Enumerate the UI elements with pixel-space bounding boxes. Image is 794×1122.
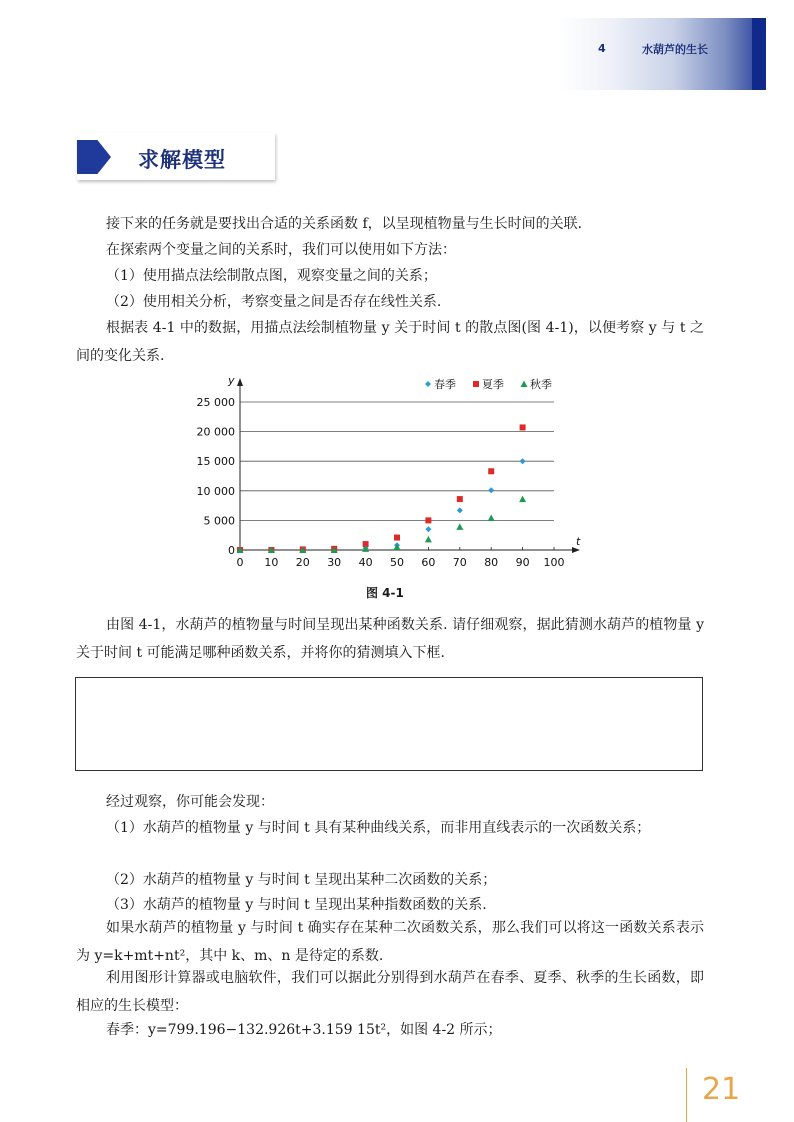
paragraph: 由图 4-1，水葫芦的植物量与时间呈现出某种函数关系. 请仔细观察，据此猜测水葫芦的植物量 y 关于时间 t 可能满足哪种函数关系，并将你的猜测填入下框. [76,617,704,661]
legend-marker-triangle [521,381,528,388]
header-color-block [752,18,766,90]
answer-box[interactable] [75,677,703,771]
paragraph: 春季：y=799.196−132.926t+3.159 15t²，如图 4-2 所示； [106,1022,502,1038]
data-point-diamond [457,507,463,513]
chapter-number: 4 [598,42,606,55]
paragraph: （3）水葫芦的植物量 y 与时间 t 呈现出某种指数函数的关系. [106,897,487,913]
x-tick-label: 60 [421,556,436,569]
y-tick-label: 20 000 [196,425,235,439]
paragraph: （2）使用相关分析，考察变量之间是否存在线性关系. [106,294,442,310]
paragraph: （1）使用描点法绘制散点图，观察变量之间的关系； [106,268,437,284]
legend-marker-square [473,381,479,387]
x-tick-label: 0 [236,556,244,569]
paragraph: 在探索两个变量之间的关系时，我们可以使用如下方法： [106,242,456,258]
y-tick-label: 0 [228,544,235,557]
data-point-triangle [456,523,463,530]
x-tick-label: 50 [390,556,404,569]
data-point-triangle [394,544,401,551]
paragraph: （1）水葫芦的植物量 y 与时间 t 具有某种曲线关系，而非用直线表示的一次函数关系； [106,820,651,836]
x-tick-label: 10 [264,556,279,569]
y-tick-label: 10 000 [196,484,235,498]
x-axis-label: t [576,535,581,548]
y-tick-label: 25 000 [196,396,235,409]
data-point-triangle [519,496,526,503]
paragraph: 利用图形计算器或电脑软件，我们可以据此分别得到水葫芦在春季、夏季、秋季的生长函数，即相应的生长模型： [76,970,704,1014]
y-tick-label: 15 000 [196,455,235,469]
data-point-square [394,535,400,541]
chapter-title: 水葫芦的生长 [642,43,708,56]
legend-label: 春季 [434,378,456,391]
data-point-square [457,496,463,502]
x-tick-label: 30 [327,556,342,569]
x-tick-label: 100 [543,556,565,569]
paragraph: （2）水葫芦的植物量 y 与时间 t 呈现出某种二次函数的关系； [106,872,497,888]
legend-label: 秋季 [530,378,552,391]
x-tick-label: 80 [484,556,499,569]
y-tick-label: 5 000 [203,514,235,528]
data-point-diamond [488,487,494,493]
data-point-diamond [425,526,431,532]
x-tick-label: 90 [515,556,530,569]
paragraph: 根据表 4-1 中的数据，用描点法绘制植物量 y 关于时间 t 的散点图(图 4-1)，以便考察 y 与 t 之间的变化关系. [76,320,704,364]
x-tick-label: 40 [358,556,373,569]
figure-caption: 图 4-1 [366,586,404,600]
footer-divider [686,1068,687,1122]
data-point-square [488,468,494,474]
data-point-triangle [488,515,495,522]
data-point-diamond [520,458,526,464]
legend-marker-diamond [425,381,431,387]
scatter-chart [180,370,600,575]
data-point-square [425,517,431,523]
x-tick-label: 20 [295,556,310,569]
section-title: 求解模型 [138,148,226,172]
paragraph: 接下来的任务就是要找出合适的关系函数 f，以呈现植物量与生长时间的关联. [106,216,583,232]
x-tick-label: 70 [452,556,467,569]
data-point-triangle [425,536,432,543]
paragraph: 经过观察，你可能会发现： [106,794,274,810]
y-axis-arrow-icon [237,378,243,386]
y-axis-label: y [228,374,235,387]
legend-label: 夏季 [482,378,504,391]
paragraph: 如果水葫芦的植物量 y 与时间 t 确实存在某种二次函数关系，那么我们可以将这一函数关系表示为 y=k+mt+nt²，其中 k、m、n 是待定的系数. [76,920,704,964]
page-number: 21 [702,1072,741,1107]
data-point-square [520,424,526,430]
